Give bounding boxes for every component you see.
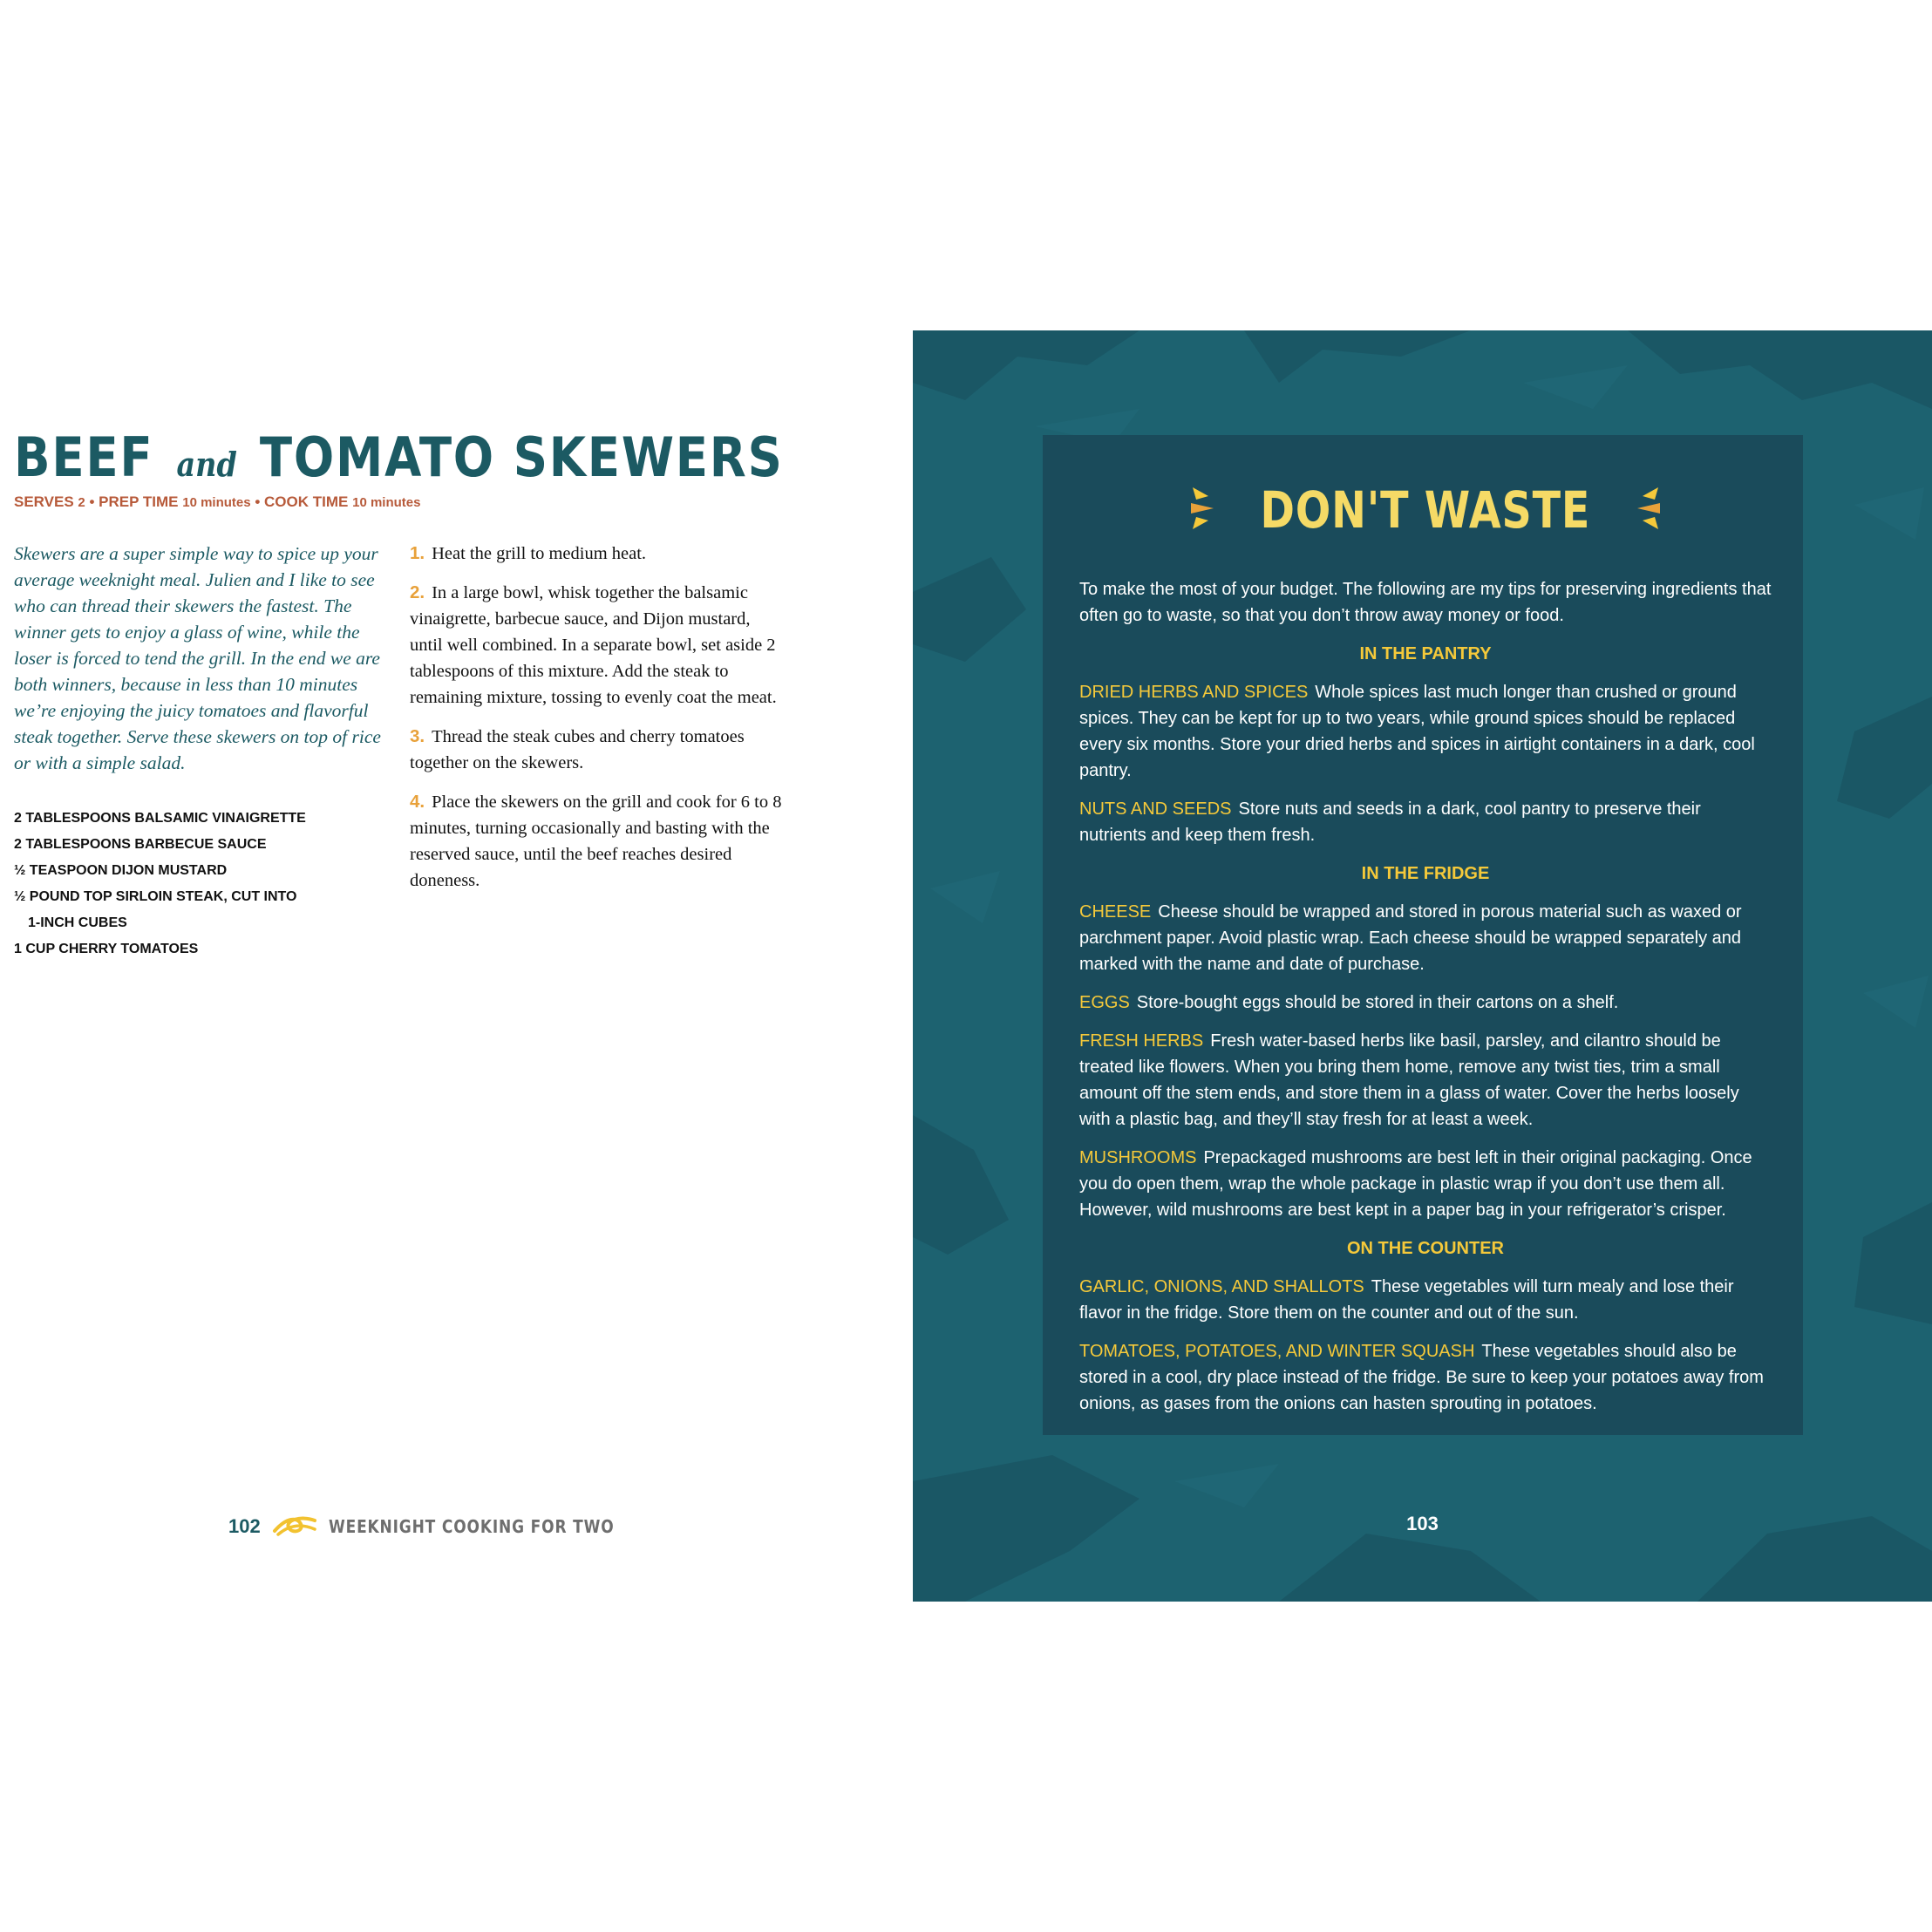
- title-part2: TOMATO SKEWERS: [259, 425, 784, 489]
- ingredient-item: ½ POUND TOP SIRLOIN STEAK, CUT INTO: [14, 889, 297, 904]
- cook-label: COOK TIME: [264, 493, 349, 510]
- tip-term: DRIED HERBS AND SPICES: [1079, 683, 1309, 702]
- book-title: WEEKNIGHT COOKING FOR TWO: [328, 1516, 615, 1537]
- tip-text: Cheese should be wrapped and stored in porous material such as waxed or parchment paper. Avoid plastic wrap. Each cheese should be wrapped separately and marked with the name and date of purchase.: [1079, 902, 1742, 974]
- leaf-sprig-icon: [1634, 484, 1663, 537]
- tip-nuts-seeds: [1079, 796, 1772, 848]
- tip-text: These vegetables should also be stored in a cool, dry place instead of the fridge. Be sure to keep your potatoes away from onions, as gases from the onions can hasten sprouting in potatoes.: [1079, 1342, 1764, 1413]
- title-part1: BEEF: [14, 425, 154, 489]
- tip-text: Store nuts and seeds in a dark, cool pantry to preserve their nutrients and keep them fresh.: [1079, 799, 1701, 845]
- left-page-footer: [228, 1512, 664, 1541]
- recipe-meta: [14, 493, 420, 511]
- page-number: 103: [1406, 1513, 1439, 1534]
- step-item: [410, 541, 783, 567]
- title-and: and: [176, 445, 237, 484]
- tip-term: GARLIC, ONIONS, AND SHALLOTS: [1079, 1277, 1364, 1296]
- step-list: [410, 541, 783, 907]
- tips-page: [913, 330, 1932, 1602]
- tip-fresh-herbs: [1079, 1028, 1772, 1133]
- ingredient-item: ½ TEASPOON DIJON MUSTARD: [14, 863, 228, 878]
- tip-term: NUTS AND SEEDS: [1079, 799, 1232, 819]
- tip-mushrooms: [1079, 1145, 1772, 1223]
- tip-term: MUSHROOMS: [1079, 1148, 1197, 1167]
- cook-value: 10 minutes: [352, 495, 421, 510]
- prep-label: PREP TIME: [99, 493, 179, 510]
- step-text: Place the skewers on the grill and cook for 6 to 8 minutes, turning occasionally and basting with the reserved sauce, until the beef reaches desired doneness.: [410, 793, 782, 890]
- step-number: 2.: [410, 582, 425, 602]
- step-item: [410, 724, 783, 776]
- leaf-sprig-icon: [1187, 484, 1217, 537]
- step-item: [410, 789, 783, 894]
- step-item: [410, 580, 783, 711]
- tip-text: These vegetables will turn mealy and lose their flavor in the fridge. Store them on the counter and out of the sun.: [1079, 1277, 1734, 1323]
- tip-eggs: [1079, 990, 1772, 1016]
- tip-text: Prepackaged mushrooms are best left in their original packaging. Once you do open them, wrap the whole package in plastic wrap if you don’t use them all. However, wild mushrooms are best kept in a paper bag in your refrigerator’s crisper.: [1079, 1148, 1752, 1220]
- meta-separator: •: [89, 493, 95, 510]
- ingredient-list: [14, 806, 398, 963]
- tip-term: FRESH HERBS: [1079, 1031, 1204, 1051]
- step-number: 4.: [410, 792, 425, 812]
- ingredient-item: 2 TABLESPOONS BALSAMIC VINAIGRETTE: [14, 811, 306, 826]
- box-title: [1079, 480, 1772, 540]
- ingredient-item: 2 TABLESPOONS BARBECUE SAUCE: [14, 837, 267, 852]
- serves-value: 2: [78, 495, 85, 510]
- tip-term: EGGS: [1079, 993, 1130, 1012]
- tip-dried-herbs: [1079, 679, 1772, 784]
- step-text: Thread the steak cubes and cherry tomatoes together on the skewers.: [410, 727, 745, 772]
- dont-waste-box: [1043, 435, 1803, 1435]
- whisk-icon: [271, 1512, 318, 1542]
- step-number: 1.: [410, 543, 425, 563]
- step-number: 3.: [410, 726, 425, 746]
- tip-tomatoes-potatoes: [1079, 1338, 1772, 1417]
- meta-separator: •: [255, 493, 261, 510]
- tip-garlic-onions: [1079, 1274, 1772, 1326]
- tip-term: CHEESE: [1079, 902, 1152, 922]
- recipe-intro: Skewers are a super simple way to spice up your average weeknight meal. Julien and I like to see who can thread their skewers the fastest. The winner gets to enjoy a glass of wine, while the loser is forced to tend the grill. In the end we are both winners, because in less than 10 minutes we’re enjoying the juicy tomatoes and flavorful steak together. Serve these skewers on top of rice or with a simple salad.: [14, 543, 381, 773]
- section-heading-counter: ON THE COUNTER: [1347, 1239, 1504, 1258]
- box-title-text: DON'T WASTE: [1260, 480, 1591, 540]
- tip-text: Store-bought eggs should be stored in their cartons on a shelf.: [1136, 993, 1619, 1012]
- step-text: Heat the grill to medium heat.: [432, 544, 647, 563]
- step-text: In a large bowl, whisk together the balsamic vinaigrette, barbecue sauce, and Dijon mustard, until well combined. In a separate bowl, set aside 2 tablespoons of this mixture. Add the steak to remaining mixture, tossing to evenly coat the meat.: [410, 583, 777, 707]
- page-number: 102: [228, 1515, 261, 1537]
- tip-text: Fresh water-based herbs like basil, parsley, and cilantro should be treated like flowers. When you bring them home, remove any twist ties, trim a small amount off the stem ends, and store them in a glass of water. Cover the herbs loosely with a plastic bag, and they’ll stay fresh for at least a week.: [1079, 1031, 1739, 1129]
- tip-text: Whole spices last much longer than crushed or ground spices. They can be kept for up to two years, while ground spices should be replaced every six months. Store your dried herbs and spices in airtight containers in a dark, cool pantry.: [1079, 683, 1755, 780]
- serves-label: SERVES: [14, 493, 74, 510]
- recipe-title: [14, 425, 784, 489]
- ingredient-item: 1 CUP CHERRY TOMATOES: [14, 942, 199, 956]
- tip-cheese: [1079, 899, 1772, 977]
- tip-term: TOMATOES, POTATOES, AND WINTER SQUASH: [1079, 1342, 1475, 1361]
- box-intro: To make the most of your budget. The following are my tips for preserving ingredients that often go to waste, so that you don’t throw away money or food.: [1079, 580, 1772, 625]
- prep-value: 10 minutes: [182, 495, 251, 510]
- section-heading-fridge: IN THE FRIDGE: [1361, 864, 1490, 883]
- ingredient-item-continued: 1-INCH CUBES: [28, 915, 127, 930]
- section-heading-pantry: IN THE PANTRY: [1359, 644, 1492, 663]
